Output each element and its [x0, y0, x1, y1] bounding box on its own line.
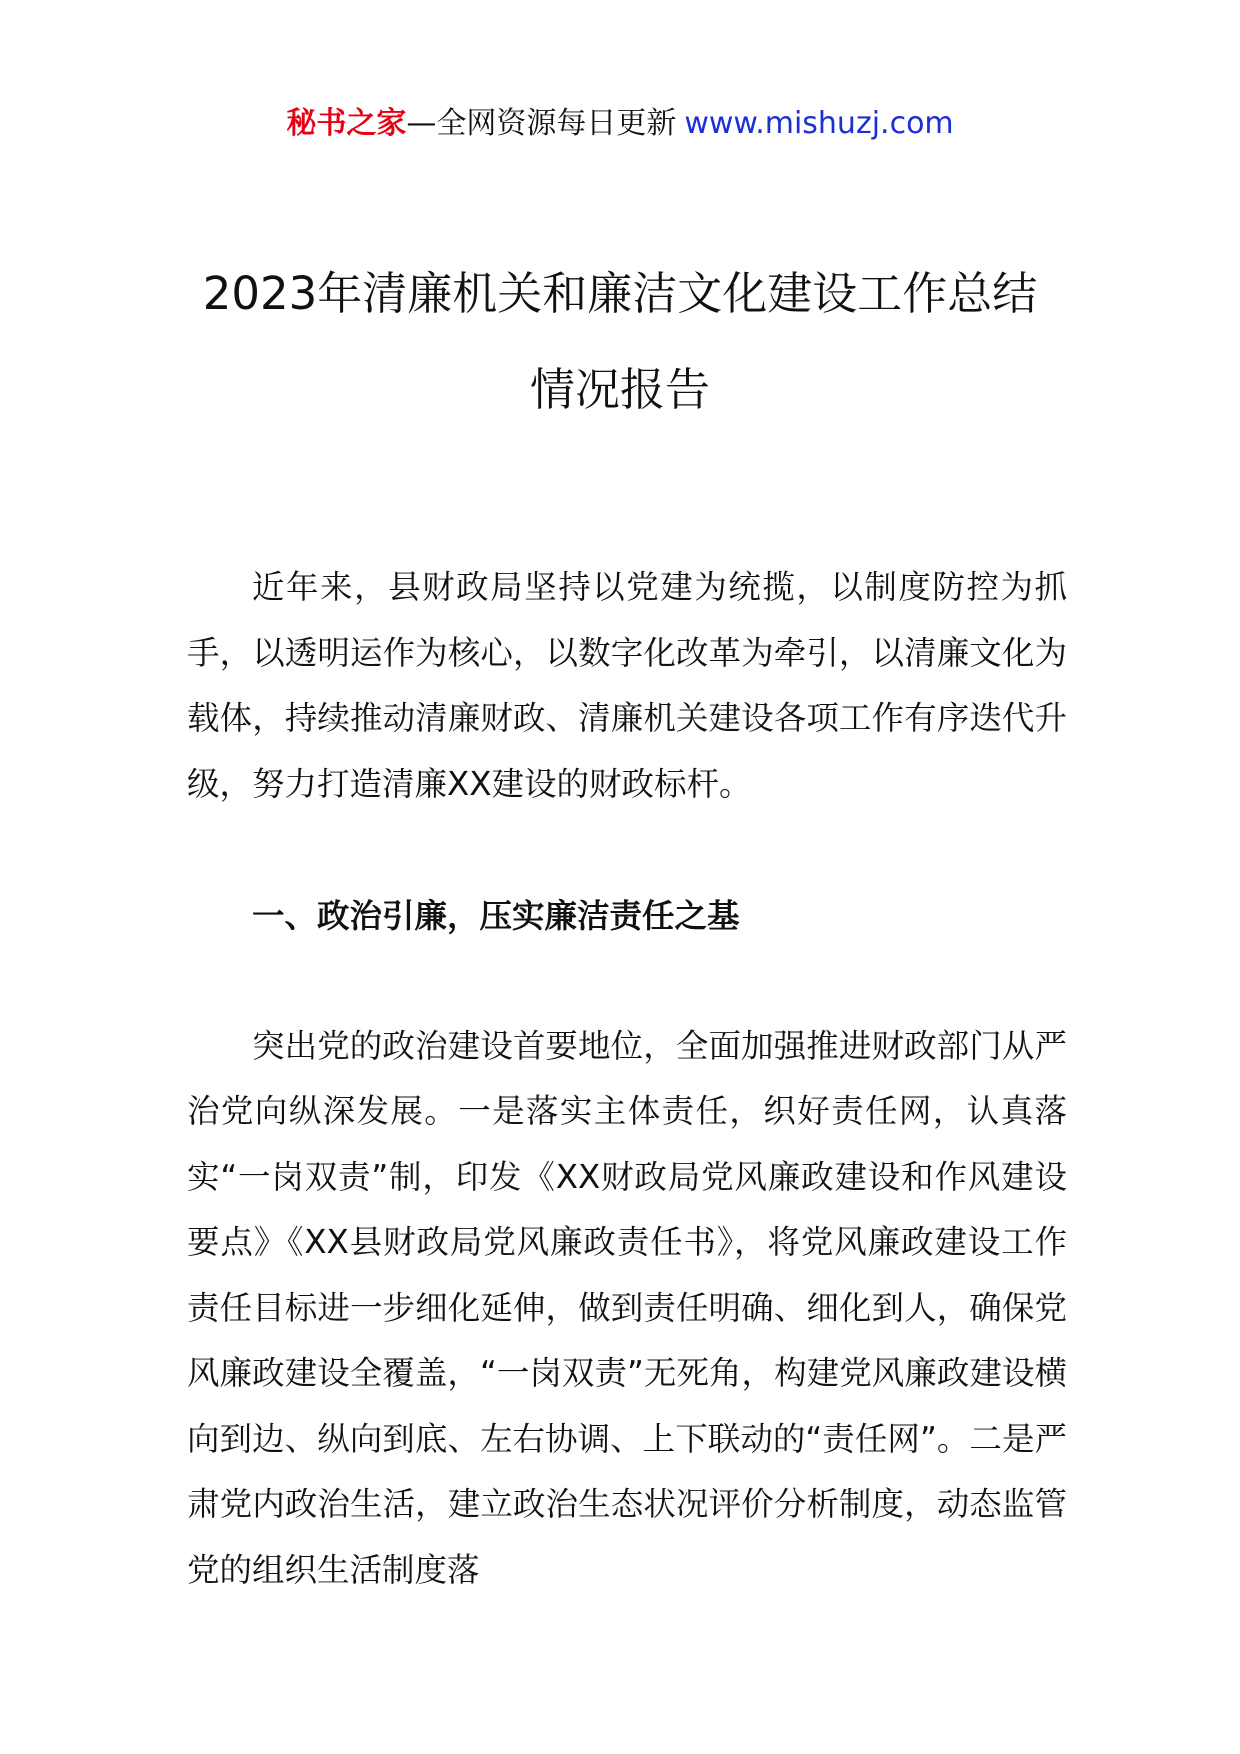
- document-body: [187, 555, 1067, 1603]
- site-url-link[interactable]: www.mishuzj.com: [684, 106, 954, 141]
- document-title: [150, 246, 1090, 438]
- section-1-heading: 一、政治引廉，压实廉洁责任之基: [252, 895, 740, 935]
- title-line-2: 情况报告: [529, 363, 710, 416]
- title-line-1: 2023年清廉机关和廉洁文化建设工作总结: [202, 267, 1038, 320]
- header-slogan: —全网资源每日更新: [406, 106, 677, 141]
- intro-paragraph: 近年来，县财政局坚持以党建为统揽，以制度防控为抓手，以透明运作为核心，以数字化改革为牵引，以清廉文化为载体，持续推动清廉财政、清廉机关建设各项工作有序迭代升级，努力打造清廉XX建设的财政标杆。: [187, 568, 1067, 803]
- section-1-paragraph: 突出党的政治建设首要地位，全面加强推进财政部门从严治党向纵深发展。一是落实主体责任，织好责任网，认真落实“一岗双责”制，印发《XX财政局党风廉政建设和作风建设要点》《XX县财政局党风廉政责任书》，将党风廉政建设工作责任目标进一步细化延伸，做到责任明确、细化到人，确保党风廉政建设全覆盖，“一岗双责”无死角，构建党风廉政建设横向到边、纵向到底、左右协调、上下联动的“责任网”。二是严肃党内政治生活，建立政治生态状况评价分析制度，动态监管党的组织生活制度落: [187, 1026, 1067, 1589]
- brand-name: 秘书之家: [286, 106, 407, 141]
- site-header: [0, 100, 1240, 148]
